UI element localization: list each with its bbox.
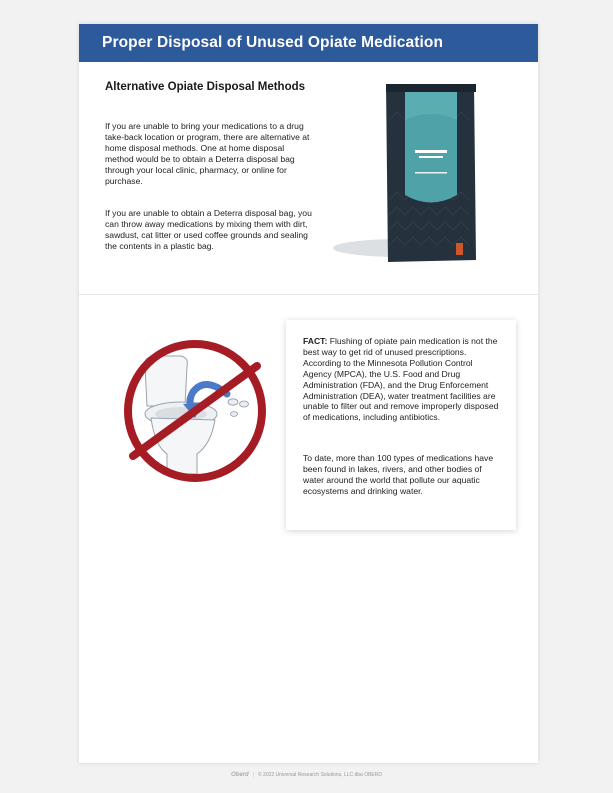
copyright-text: © 2022 Universal Research Solutions, LLC dba OBERD <box>257 772 382 778</box>
footer-separator: | <box>252 772 254 778</box>
fact-card <box>286 320 516 530</box>
paragraph-alternative: If you are unable to obtain a Deterra disposal bag, you can throw away medications by mixing them with dirt, sawdust, cat litter or used coffee grounds and sealing the contents in a plastic bag. <box>105 208 312 251</box>
fact-label: FACT: <box>303 336 328 346</box>
section-divider <box>79 294 538 295</box>
deterra-bag-image <box>331 80 501 270</box>
no-flush-toilet-icon <box>115 336 275 486</box>
footer <box>0 772 613 778</box>
header-bar <box>79 24 538 62</box>
oberd-logo: Oberd <box>230 772 249 778</box>
paragraph-deterra: If you are unable to bring your medications to a drug take-back location or program, there are alternative at home disposal methods. One at home disposal method would be to obtain a Deterra disposal bag through your local clinic, pharmacy, or online for purchase. <box>105 121 310 186</box>
fact-body: Flushing of opiate pain medication is not the best way to get rid of unused prescriptions. According to the Minnesota Pollution Control Agency (MPCA), the U.S. Food and Drug Administration (FDA), and the Drug Enforcement Administration (DEA), water treatment facilities are unable to filter out and remove improperly disposed of medications, including antibiotics. <box>303 336 499 423</box>
section-title: Alternative Opiate Disposal Methods <box>105 81 306 93</box>
fact-paragraph <box>303 336 503 423</box>
document-page <box>79 24 538 763</box>
fact-paragraph-2: To date, more than 100 types of medications have been found in lakes, rivers, and other bodies of water around the world that pollute our aquatic ecosystems and drinking water. <box>303 453 494 496</box>
page-title: Proper Disposal of Unused Opiate Medication <box>102 34 444 51</box>
